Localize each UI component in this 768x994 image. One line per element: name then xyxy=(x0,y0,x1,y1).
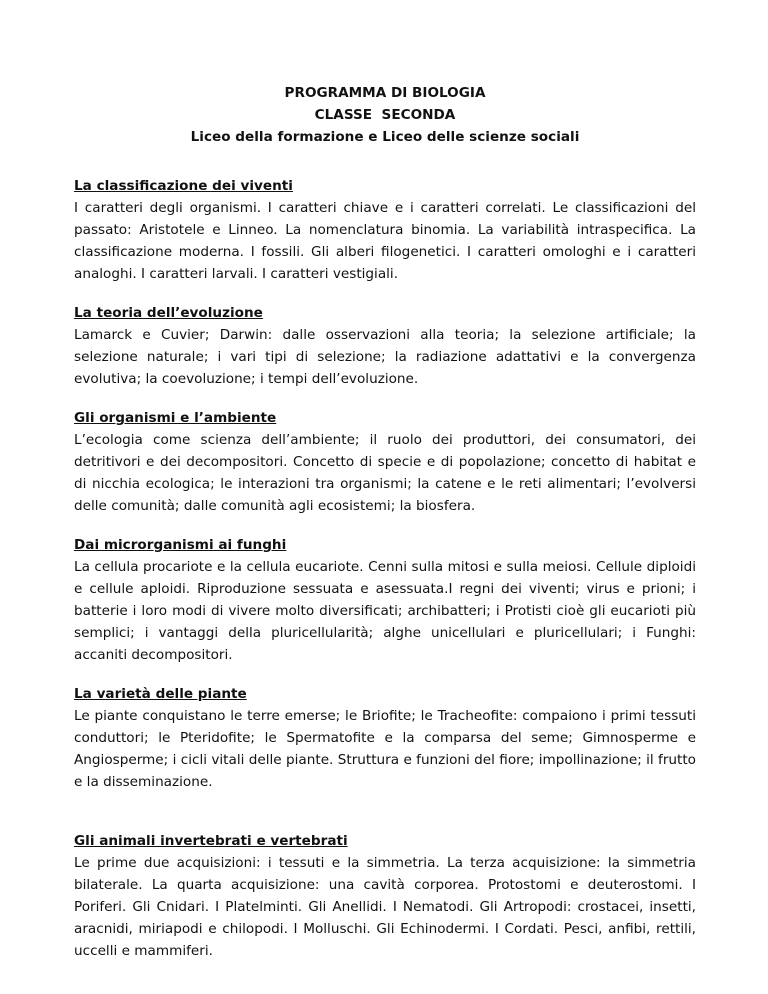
section-animali xyxy=(74,830,696,962)
section-body: L’ecologia come scienza dell’ambiente; il ruolo dei produttori, dei consumatori, dei detritivori e dei decompositori. Concetto di specie e di popolazione; concetto di habitat e di nicchia ecologica; le interazioni tra organismi; la catene e le reti alimentari; l’evolversi delle comunità; dalle comunità agli ecosistemi; la biosfera. xyxy=(74,432,696,514)
section-body: I caratteri degli organismi. I caratteri chiave e i caratteri correlati. Le classificazioni del passato: Aristotele e Linneo. La nomenclatura binomia. La variabilità intraspecifica. La classificazione moderna. I fossili. Gli alberi filogenetici. I caratteri omologhi e i caratteri analoghi. I caratteri larvali. I caratteri vestigiali. xyxy=(74,200,696,282)
section-title: Gli organismi e l’ambiente xyxy=(74,410,277,426)
section-body: Le piante conquistano le terre emerse; le Briofite; le Tracheofite: compaiono i primi tessuti conduttori; le Pteridofite; le Spermatofite e la comparsa del seme; Gimnosperme e Angiosperme; i cicli vitali delle piante. Struttura e funzioni del fiore; impollinazione; il frutto e la disseminazione. xyxy=(74,708,696,790)
document-header xyxy=(74,82,696,148)
section-classificazione xyxy=(74,175,696,285)
section-body: Lamarck e Cuvier; Darwin: dalle osservazioni alla teoria; la selezione artificiale; la selezione naturale; i vari tipi di selezione; la radiazione adattativi e la convergenza evolutiva; la coevoluzione; i tempi dell’evoluzione. xyxy=(74,327,696,387)
document-page xyxy=(74,82,696,962)
section-piante xyxy=(74,683,696,793)
section-title: La varietà delle piante xyxy=(74,686,247,702)
section-body: La cellula procariote e la cellula eucariote. Cenni sulla mitosi e sulla meiosi. Cellule diploidi e cellule aploidi. Riproduzione sessuata e asessuata.I regni dei viventi; virus e prioni; i batterie i loro modi di vivere molto diversificati; archibatteri; i Protisti cioè gli eucarioti più semplici; i vantaggi della pluricellularità; alghe unicellulari e pluricellulari; i Funghi: accaniti decompositori. xyxy=(74,559,696,663)
section-title: La teoria dell’evoluzione xyxy=(74,305,263,321)
header-class: CLASSE SECONDA xyxy=(314,107,456,123)
section-title: Gli animali invertebrati e vertebrati xyxy=(74,833,348,849)
section-microrganismi xyxy=(74,534,696,666)
section-body: Le prime due acquisizioni: i tessuti e la simmetria. La terza acquisizione: la simmetria bilaterale. La quarta acquisizione: una cavità corporea. Protostomi e deuterostomi. I Poriferi. Gli Cnidari. I Platelminti. Gli Anellidi. I Nematodi. Gli Artropodi: crostacei, insetti, aracnidi, miriapodi e chilopodi. I Molluschi. Gli Echinodermi. I Cordati. Pesci, anfibi, rettili, uccelli e mammiferi. xyxy=(74,855,696,959)
header-title: PROGRAMMA DI BIOLOGIA xyxy=(284,85,486,101)
header-school: Liceo della formazione e Liceo delle scienze sociali xyxy=(190,129,580,145)
section-ambiente xyxy=(74,407,696,517)
section-evoluzione xyxy=(74,302,696,390)
section-title: Dai microrganismi ai funghi xyxy=(74,537,287,553)
section-title: La classificazione dei viventi xyxy=(74,178,293,194)
